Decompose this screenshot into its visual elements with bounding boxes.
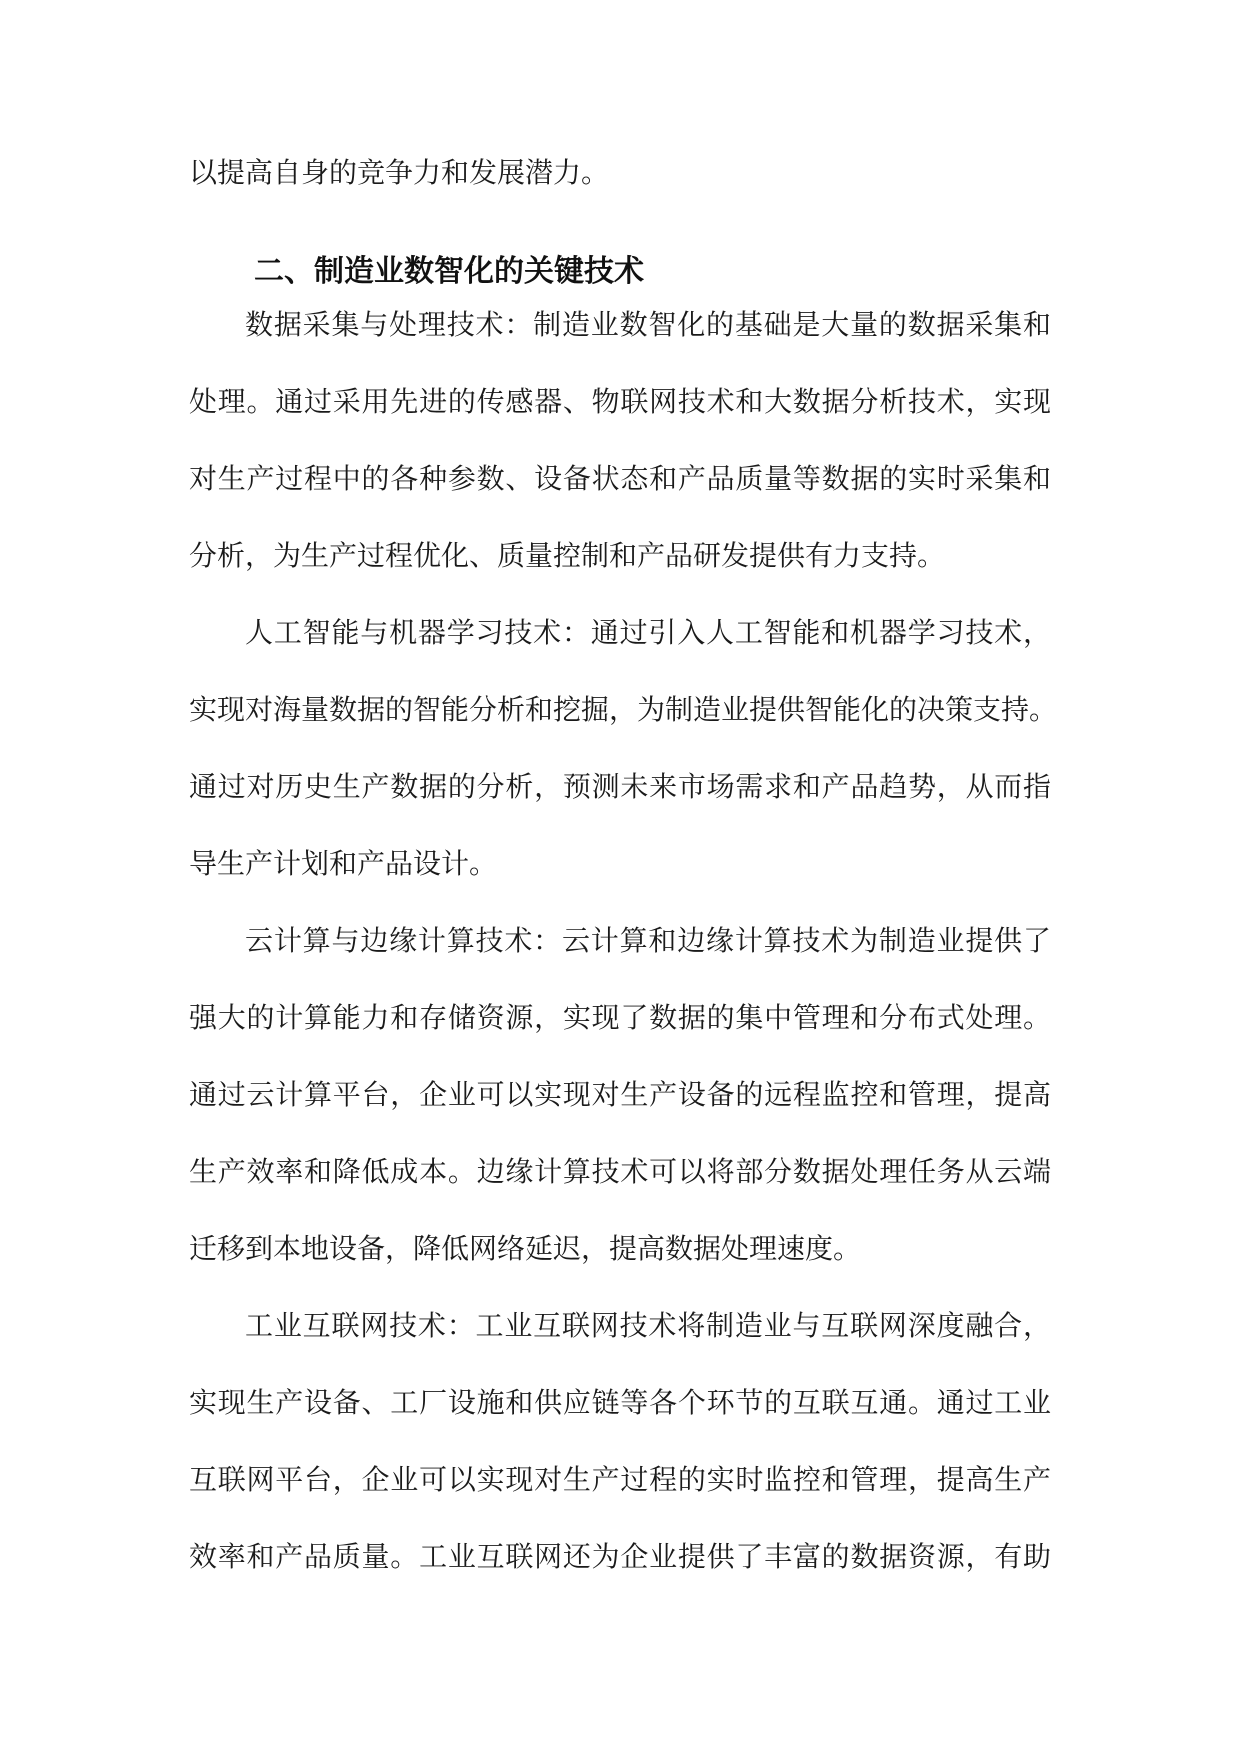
paragraph-3-line-4: 生产效率和降低成本。边缘计算技术可以将部分数据处理任务从云端 — [189, 1155, 1051, 1188]
paragraph-2-line-4: 导生产计划和产品设计。 — [189, 847, 498, 880]
paragraph-2-line-1: 人工智能与机器学习技术：通过引入人工智能和机器学习技术， — [245, 616, 1051, 649]
carryover-line-1: 以提高自身的竞争力和发展潜力。 — [189, 156, 610, 189]
section-heading: 二、制造业数智化的关键技术 — [254, 254, 644, 289]
carryover-paragraph — [189, 134, 1051, 211]
paragraph-1-line-1: 数据采集与处理技术：制造业数智化的基础是大量的数据采集和 — [245, 308, 1051, 341]
paragraph-2-line-2: 实现对海量数据的智能分析和挖掘，为制造业提供智能化的决策支持。 — [189, 693, 1058, 726]
paragraph-industrial-internet — [189, 1287, 1051, 1595]
paragraph-4-line-4: 效率和产品质量。工业互联网还为企业提供了丰富的数据资源，有助 — [189, 1540, 1051, 1573]
paragraph-data-acquisition — [189, 286, 1051, 594]
paragraph-3-line-5: 迁移到本地设备，降低网络延迟，提高数据处理速度。 — [189, 1232, 862, 1265]
paragraph-4-line-3: 互联网平台，企业可以实现对生产过程的实时监控和管理，提高生产 — [189, 1463, 1051, 1496]
paragraph-4-line-2: 实现生产设备、工厂设施和供应链等各个环节的互联互通。通过工业 — [189, 1386, 1051, 1419]
paragraph-1-line-3: 对生产过程中的各种参数、设备状态和产品质量等数据的实时采集和 — [189, 462, 1051, 495]
paragraph-2-line-3: 通过对历史生产数据的分析，预测未来市场需求和产品趋势，从而指 — [189, 770, 1051, 803]
paragraph-3-line-2: 强大的计算能力和存储资源，实现了数据的集中管理和分布式处理。 — [189, 1001, 1051, 1034]
paragraph-ai-ml — [189, 594, 1058, 902]
paragraph-1-line-4: 分析，为生产过程优化、质量控制和产品研发提供有力支持。 — [189, 539, 946, 572]
paragraph-3-line-3: 通过云计算平台，企业可以实现对生产设备的远程监控和管理，提高 — [189, 1078, 1051, 1111]
paragraph-3-line-1: 云计算与边缘计算技术：云计算和边缘计算技术为制造业提供了 — [245, 924, 1051, 957]
paragraph-cloud-edge — [189, 902, 1051, 1287]
paragraph-1-line-2: 处理。通过采用先进的传感器、物联网技术和大数据分析技术，实现 — [189, 385, 1051, 418]
paragraph-4-line-1: 工业互联网技术：工业互联网技术将制造业与互联网深度融合， — [245, 1309, 1051, 1342]
